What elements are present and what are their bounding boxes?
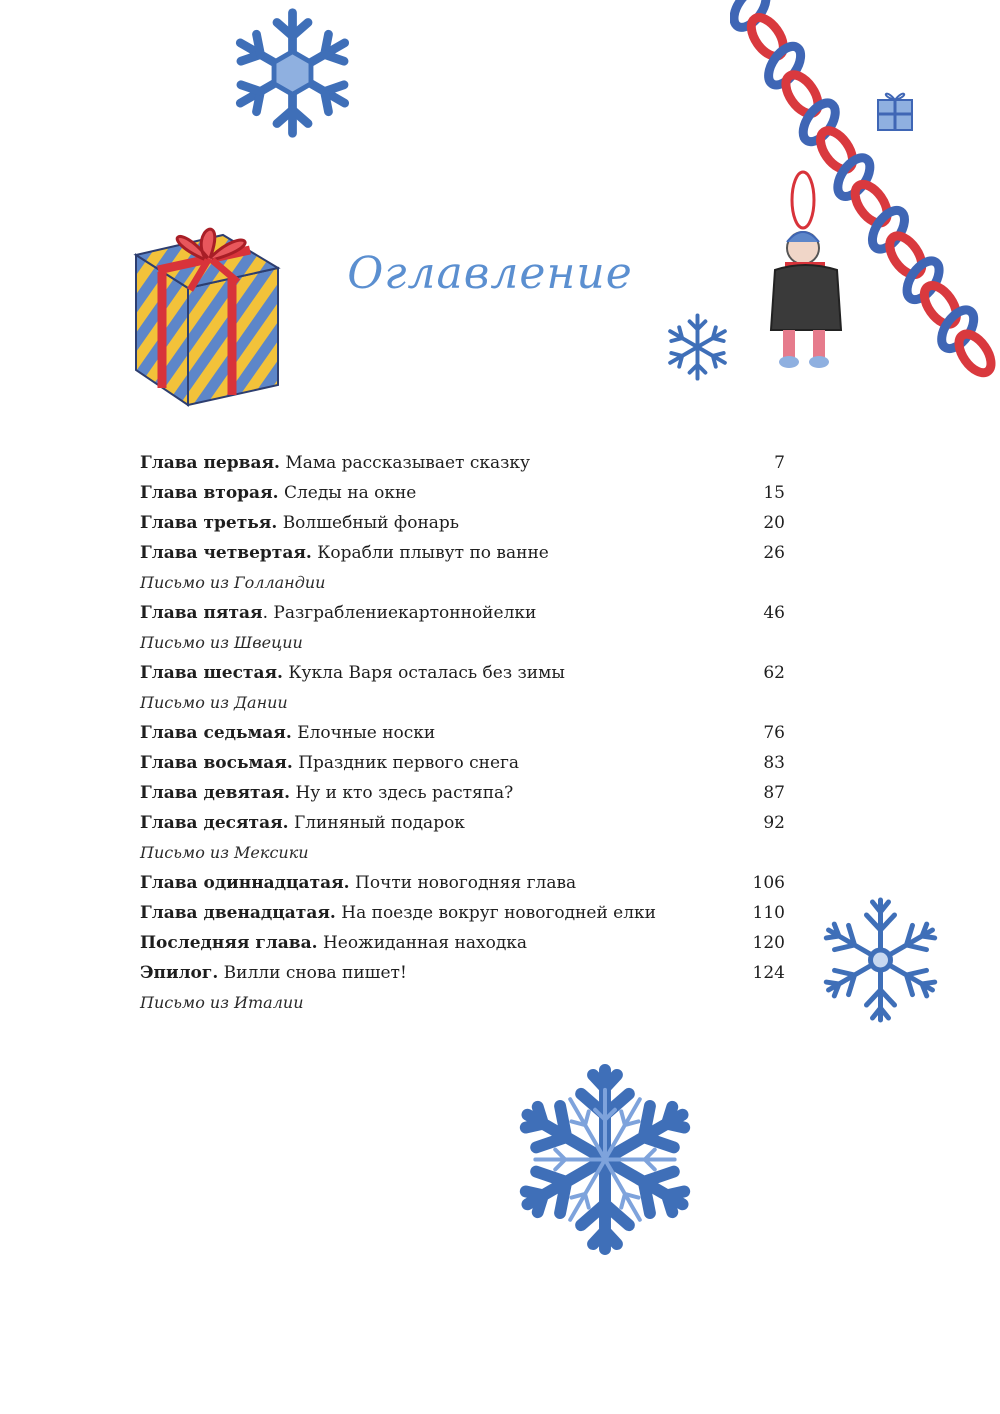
toc-chapter-text [140,748,519,778]
chapter-name: Вилли снова пишет! [223,963,407,983]
chapter-name: Кукла Варя осталась без зимы [288,663,565,683]
chapter-label: Глава пятая [140,603,263,623]
toc-chapter-text [140,958,407,988]
chapter-name: . Разграблениекартоннойелки [262,603,537,623]
chapter-label: Глава девятая. [140,783,291,803]
toc-letter-row [140,838,785,868]
toc-chapter-text [140,898,656,928]
toc-chapter-row [140,778,785,808]
chapter-name: На поезде вокруг новогодней елки [341,903,656,923]
page-number: 124 [752,963,785,983]
page-number: 76 [763,723,785,743]
gift-box-icon [128,210,288,410]
snowflake-top-left-icon [205,8,380,138]
chapter-name: Ну и кто здесь растяпа? [295,783,514,803]
chapter-name: Корабли плывут по ванне [317,543,549,563]
chapter-label: Глава шестая. [140,663,283,683]
snowflake-right-icon [808,895,953,1025]
page-number: 26 [763,543,785,563]
chain-link [883,230,928,280]
page-number: 62 [763,663,785,683]
chapter-label: Глава десятая. [140,813,289,833]
chapter-label: Глава восьмая. [140,753,293,773]
chapter-name: Волшебный фонарь [282,513,460,533]
table-of-contents [140,448,785,1018]
chapter-label: Глава четвертая. [140,543,312,563]
page-number: 83 [763,753,785,773]
toc-letter-row [140,688,785,718]
letter-title: Письмо из Швеции [140,633,303,652]
chapter-label: Глава седьмая. [140,723,292,743]
chapter-name: Следы на окне [283,483,417,503]
page-number: 110 [752,903,785,923]
page-number: 20 [763,513,785,533]
toc-chapter-row [140,868,785,898]
toc-chapter-text [140,658,565,688]
chapter-name: Глиняный подарок [293,813,465,833]
toc-chapter-text [140,478,416,508]
chapter-name: Мама рассказывает сказку [285,453,531,473]
chapter-name: Праздник первого снега [298,753,520,773]
snowflake-bottom-icon [495,1062,715,1257]
chapter-label: Глава двенадцатая. [140,903,336,923]
chapter-name: Почти новогодняя глава [355,873,577,893]
toc-chapter-row [140,748,785,778]
toc-chapter-row [140,718,785,748]
toc-title: Оглавление [347,248,633,299]
toc-chapter-text [140,508,459,538]
toc-chapter-row [140,808,785,838]
toc-chapter-text [140,598,536,628]
toc-chapter-row [140,478,785,508]
toc-chapter-row [140,958,785,988]
toc-chapter-row [140,898,785,928]
snowflake-small-icon [660,312,735,382]
letter-title: Письмо из Дании [140,693,288,712]
page-number: 120 [752,933,785,953]
page-number: 7 [774,453,785,473]
chapter-label: Глава одиннадцатая. [140,873,350,893]
page-number: 87 [763,783,785,803]
letter-title: Письмо из Мексики [140,843,309,862]
toc-chapter-row [140,448,785,478]
toc-chapter-row [140,928,785,958]
toc-chapter-text [140,868,576,898]
toc-chapter-row [140,658,785,688]
page-number: 15 [763,483,785,503]
toc-chapter-text [140,808,465,838]
toc-chapter-row [140,598,785,628]
chapter-label: Глава третья. [140,513,278,533]
letter-title: Письмо из Италии [140,993,304,1012]
toc-chapter-row [140,508,785,538]
chapter-name: Елочные носки [297,723,436,743]
toc-chapter-row [140,538,785,568]
chapter-label: Глава вторая. [140,483,279,503]
toc-letter-row [140,988,785,1018]
toc-letter-row [140,568,785,598]
page-number: 46 [763,603,785,623]
chapter-label: Эпилог. [140,963,219,983]
chain-link [953,329,998,379]
toc-chapter-text [140,778,513,808]
chapter-label: Последняя глава. [140,933,318,953]
page-number: 106 [752,873,785,893]
toc-chapter-text [140,538,549,568]
toc-chapter-text [140,448,530,478]
small-gift-icon [872,82,918,134]
letter-title: Письмо из Голландии [140,573,326,592]
chapter-label: Глава первая. [140,453,280,473]
page-number: 92 [763,813,785,833]
ornament-boy-icon [755,170,865,380]
chain-link [918,280,963,330]
toc-chapter-text [140,928,527,958]
chapter-name: Неожиданная находка [322,933,528,953]
toc-letter-row [140,628,785,658]
toc-chapter-text [140,718,435,748]
